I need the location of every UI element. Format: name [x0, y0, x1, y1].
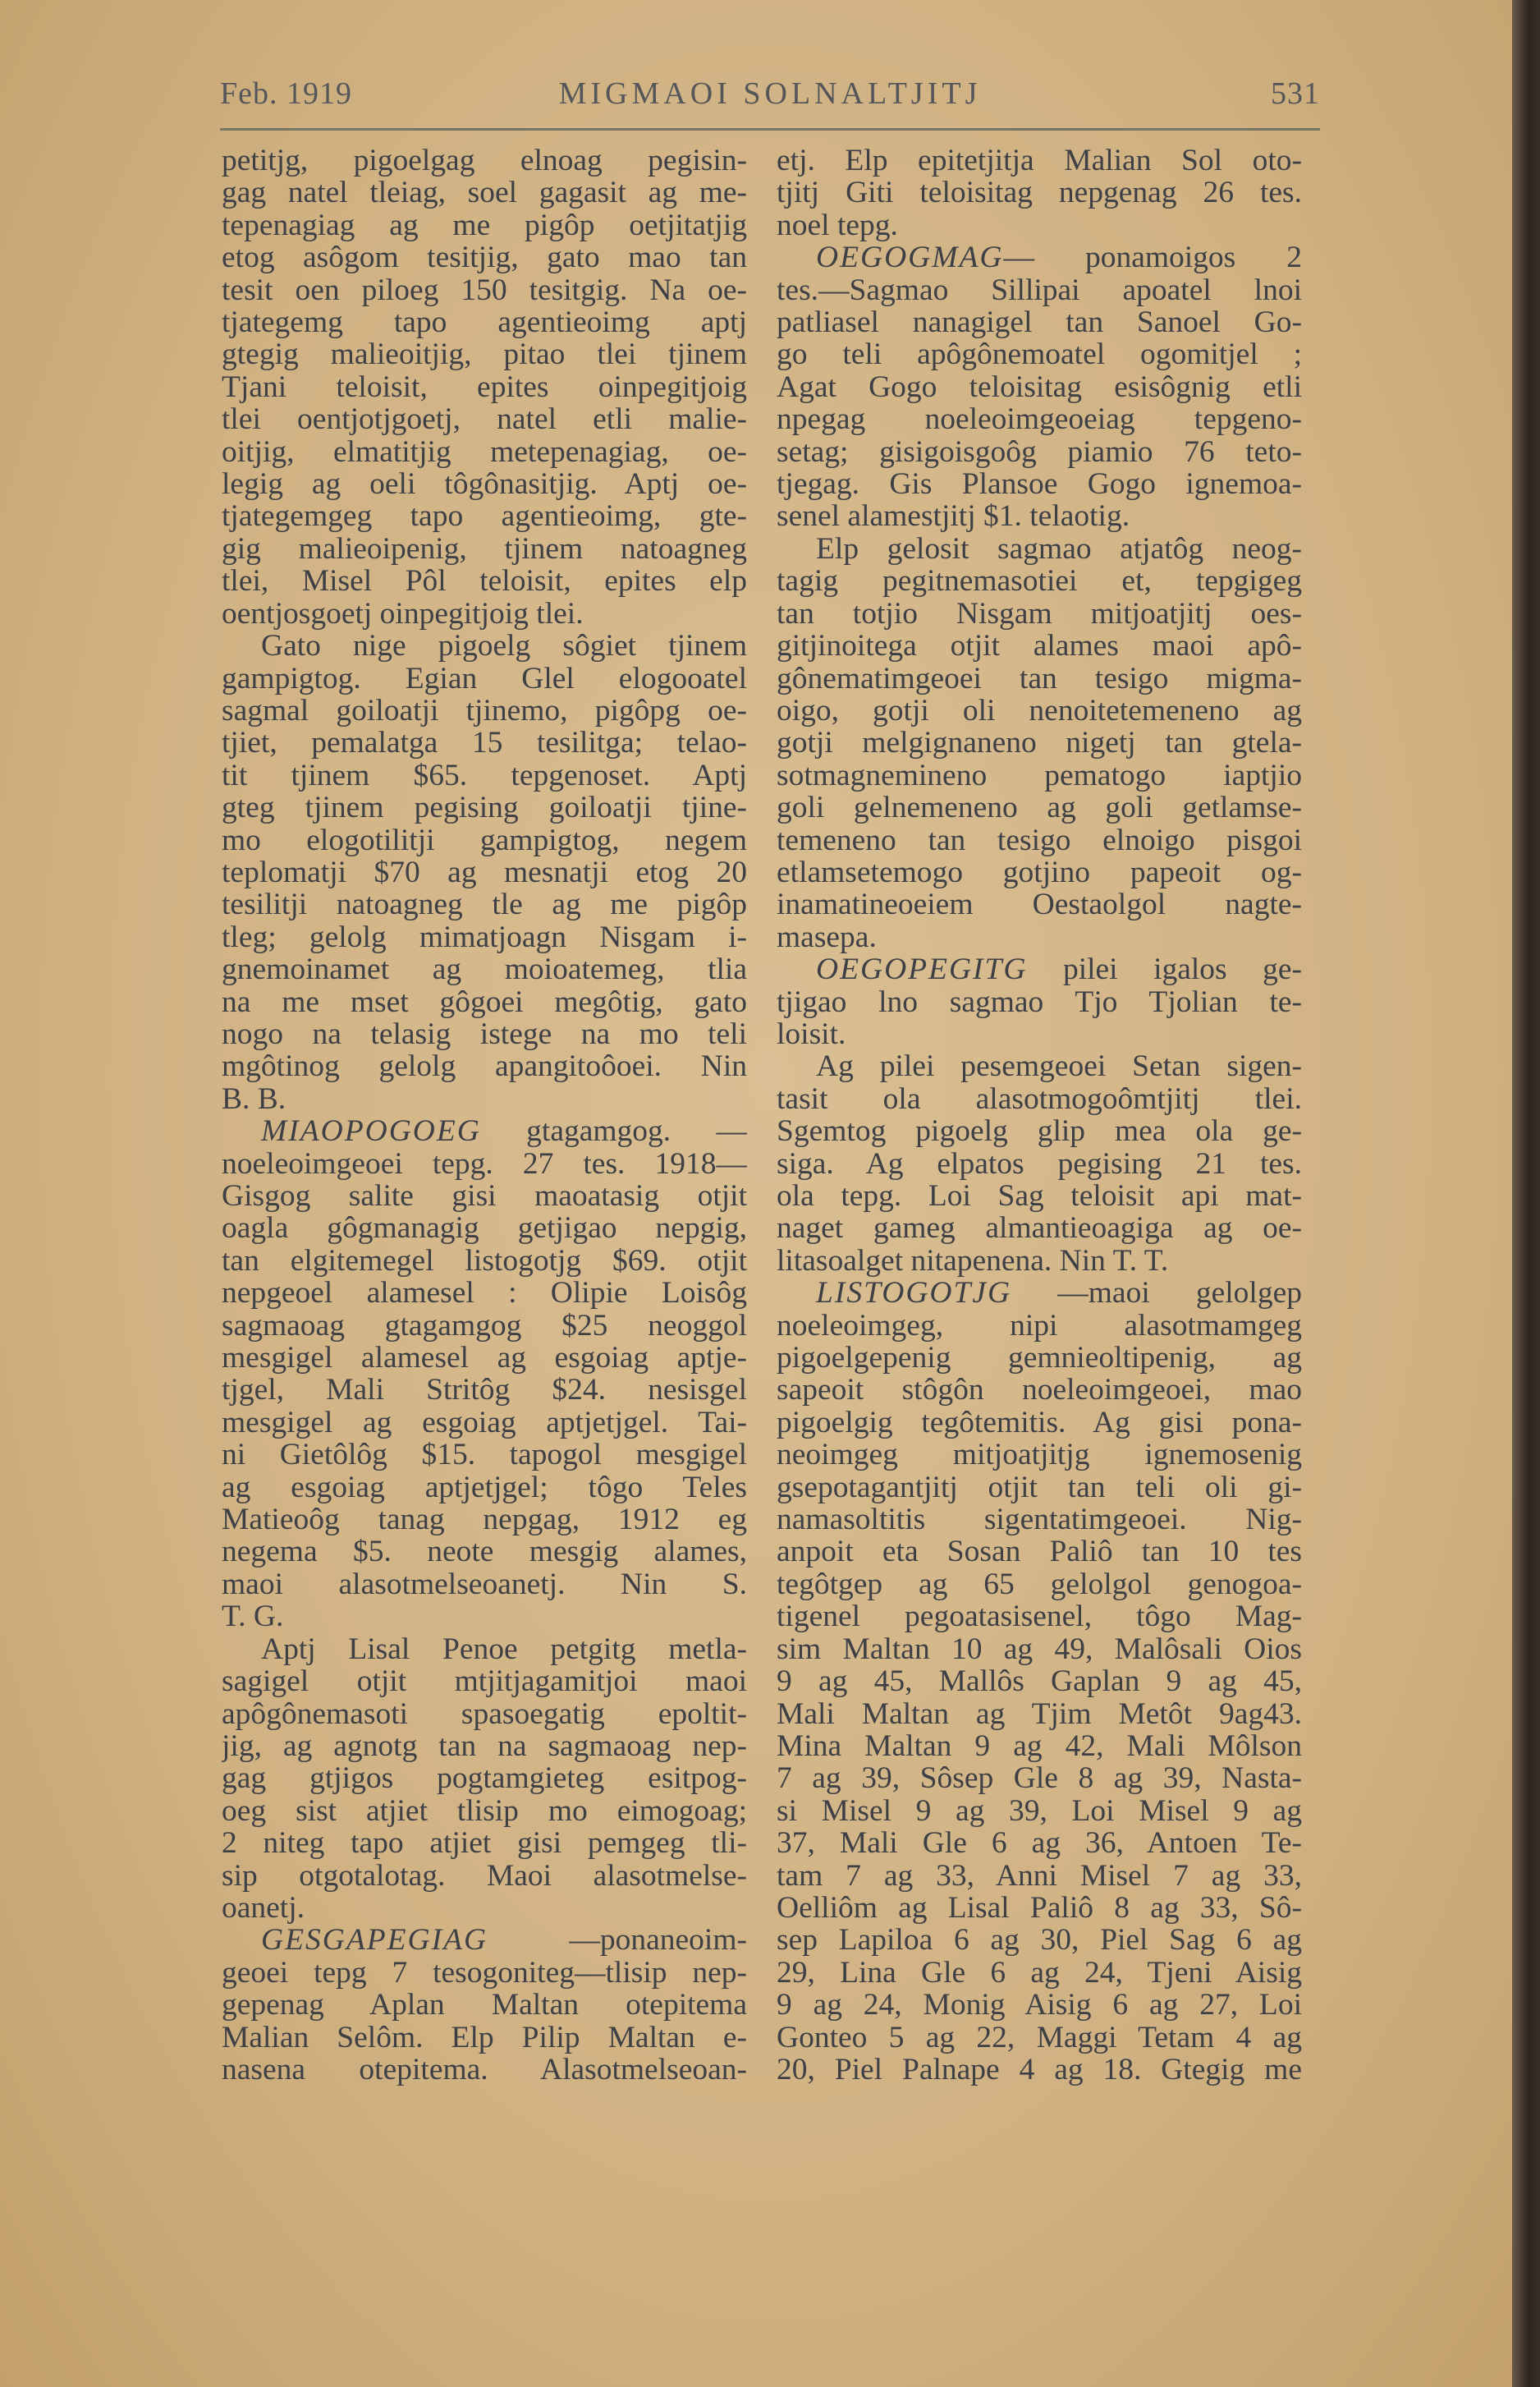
text-line: [222, 824, 747, 856]
section-heading: LISTOGOTJG: [816, 1277, 1012, 1310]
text-line: [777, 598, 1302, 630]
line-text: pigoelgig tegôtemitis. Ag gisi pona-: [777, 1406, 1302, 1439]
text-line: [222, 1310, 747, 1342]
line-text: Ag pilei pesemgeoei Setan sigen-: [816, 1050, 1302, 1083]
section-heading: MIAOPOGOEG: [261, 1115, 481, 1148]
text-line: [222, 468, 747, 500]
line-text: namasoltitis sigentatimgeoei. Nig-: [777, 1503, 1302, 1536]
line-text: gteg tjinem pegising goiloatji tjine-: [222, 792, 747, 824]
line-text: tam 7 ag 33, Anni Misel 7 ag 33,: [777, 1859, 1302, 1892]
line-text: Elp gelosit sagmao atjatôg neog-: [816, 532, 1302, 566]
line-text: goli gelnemeneno ag goli getlamse-: [777, 792, 1302, 824]
line-text: maoi alasotmelseoanetj. Nin S.: [222, 1568, 747, 1601]
text-line: [777, 306, 1302, 338]
page-edge-shadow: [1512, 0, 1540, 2387]
line-text: Sgemtog pigoelg glip mea ola ge-: [777, 1115, 1302, 1148]
line-text: ola tepg. Loi Sag teloisit api mat-: [777, 1180, 1302, 1213]
text-line: [777, 1503, 1302, 1535]
text-line: [777, 1018, 1302, 1050]
line-text: — ponamoigos 2: [1003, 241, 1302, 274]
line-text: tepenagiag ag me pigôp oetjitatjig: [222, 209, 747, 242]
text-line: [777, 1342, 1302, 1374]
text-line: [777, 436, 1302, 468]
line-text: oanetj.: [222, 1891, 305, 1925]
text-line: [777, 1633, 1302, 1665]
line-text: petitjg, pigoelgag elnoag pegisin-: [222, 145, 747, 177]
text-line: [222, 2022, 747, 2054]
line-text: neoimgeg mitjoatjitjg ignemosenig: [777, 1439, 1302, 1471]
line-text: Matieoôg tanag nepgag, 1912 eg: [222, 1503, 747, 1536]
line-text: Gato nige pigoelg sôgiet tjinem: [261, 630, 747, 663]
line-text: nepgeoel alamesel : Olipie Loisôg: [222, 1277, 747, 1310]
line-text: Mina Maltan 9 ag 42, Mali Môlson: [777, 1729, 1302, 1763]
text-line: [777, 533, 1302, 565]
text-line: [777, 2054, 1302, 2086]
line-text: sagmaoag gtagamgog $25 neoggol: [222, 1309, 747, 1343]
text-line: [777, 1180, 1302, 1212]
line-text: tegôtgep ag 65 gelolgol genogoa-: [777, 1568, 1302, 1601]
text-line: [777, 2022, 1302, 2054]
line-text: tjategemg tapo agentieoimg aptj: [222, 306, 747, 339]
line-text: siga. Ag elpatos pegising 21 tes.: [777, 1147, 1302, 1180]
text-line: [222, 1698, 747, 1730]
text-line: [222, 403, 747, 435]
header-title: MIGMAOI SOLNALTJITJ: [558, 76, 982, 111]
line-text: oagla gôgmanagig getjigao nepgig,: [222, 1212, 747, 1245]
line-text: Tjani teloisit, epites oinpegitjoig: [222, 370, 747, 404]
line-text: etj. Elp epitetjitja Malian Sol oto-: [777, 145, 1302, 177]
line-text: gotji melgignaneno nigetj tan gtela-: [777, 727, 1302, 760]
line-text: mo elogotilitji gampigtog, negem: [222, 824, 747, 856]
text-line: [222, 1730, 747, 1762]
text-line: [777, 921, 1302, 953]
text-line: [222, 1083, 747, 1115]
text-line: [777, 1083, 1302, 1115]
line-text: gitjinoitega otjit alames maoi apô-: [777, 630, 1302, 663]
text-line: [222, 1762, 747, 1794]
text-line: [222, 1180, 747, 1212]
text-line: [777, 338, 1302, 370]
line-text: temeneno tan tesigo elnoigo pisgoi: [777, 824, 1302, 856]
header-page-number: 531: [1271, 76, 1320, 111]
text-line: [777, 403, 1302, 435]
text-line: [222, 888, 747, 920]
line-text: mesgigel alamesel ag esgoiag aptje-: [222, 1342, 747, 1375]
line-text: tigenel pegoatasisenel, tôgo Mag-: [777, 1600, 1302, 1633]
text-line: [777, 1665, 1302, 1697]
line-text: 20, Piel Palnape 4 ag 18. Gtegig me: [777, 2053, 1302, 2086]
line-text: gag gtjigos pogtamgieteg esitpog-: [222, 1762, 747, 1795]
text-line: [777, 1762, 1302, 1794]
header-rule: [220, 128, 1320, 131]
text-line: [777, 986, 1302, 1018]
line-text: noeleoimgeg, nipi alasotmamgeg: [777, 1309, 1302, 1343]
text-line: [222, 1115, 747, 1147]
text-line: [777, 1924, 1302, 1956]
line-text: jig, ag agnotg tan na sagmaoag nep-: [222, 1729, 747, 1763]
page-header: [220, 76, 1320, 125]
text-line: [222, 1407, 747, 1439]
line-text: oigo, gotji oli nenoitetemeneno ag: [777, 694, 1302, 728]
text-line: [222, 1050, 747, 1082]
text-line: [777, 1471, 1302, 1503]
line-text: naget gameg almantieoagiga ag oe-: [777, 1212, 1302, 1245]
line-text: oentjosgoetj oinpegitjoig tlei.: [222, 597, 584, 631]
text-line: [777, 1860, 1302, 1892]
text-line: [777, 856, 1302, 888]
line-text: sip otgotalotag. Maoi alasotmelse-: [222, 1859, 747, 1892]
text-line: [777, 695, 1302, 727]
line-text: 9 ag 24, Monig Aisig 6 ag 27, Loi: [777, 1989, 1302, 2022]
left-column: [222, 145, 747, 2086]
text-line: [777, 1115, 1302, 1147]
text-line: [777, 1407, 1302, 1439]
text-line: [222, 371, 747, 403]
line-text: oeg sist atjiet tlisip mo eimogoag;: [222, 1794, 747, 1828]
text-line: [222, 1600, 747, 1632]
line-text: —maoi gelolgep: [1011, 1277, 1302, 1310]
text-line: [222, 1665, 747, 1697]
line-text: pigoelgepenig gemnieoltipenig, ag: [777, 1342, 1302, 1375]
line-text: mesgigel ag esgoiag aptjetjgel. Tai-: [222, 1406, 747, 1439]
line-text: tjigao lno sagmao Tjo Tjolian te-: [777, 985, 1302, 1018]
text-line: [777, 177, 1302, 209]
line-text: Gonteo 5 ag 22, Maggi Tetam 4 ag: [777, 2021, 1302, 2054]
text-line: [777, 1148, 1302, 1180]
line-text: Mali Maltan ag Tjim Metôt 9ag43.: [777, 1697, 1302, 1730]
text-line: [222, 630, 747, 662]
line-text: anpoit eta Sosan Paliô tan 10 tes: [777, 1535, 1302, 1568]
line-text: gtagamgog. —: [480, 1115, 747, 1148]
line-text: tesit oen piloeg 150 tesitgig. Na oe-: [222, 273, 747, 307]
line-text: ni Gietôlôg $15. tapogol mesgigel: [222, 1439, 747, 1471]
line-text: —ponaneoim-: [488, 1924, 747, 1957]
text-line: [777, 1795, 1302, 1827]
text-line: [777, 1892, 1302, 1924]
text-line: [222, 209, 747, 241]
line-text: sep Lapiloa 6 ag 30, Piel Sag 6 ag: [777, 1924, 1302, 1957]
text-line: [777, 1535, 1302, 1568]
text-line: [777, 1827, 1302, 1859]
text-line: [222, 856, 747, 888]
line-text: tesilitji natoagneg tle ag me pigôp: [222, 888, 747, 921]
line-text: tit tjinem $65. tepgenoset. Aptj: [222, 759, 747, 792]
text-line: [777, 1310, 1302, 1342]
text-line: [222, 500, 747, 532]
line-text: gig malieoipenig, tjinem natoagneg: [222, 532, 747, 566]
text-line: [777, 1600, 1302, 1632]
text-line: [222, 1439, 747, 1471]
line-text: tan totjio Nisgam mitjoatjitj oes-: [777, 597, 1302, 631]
line-text: sagigel otjit mtjitjagamitjoi maoi: [222, 1665, 747, 1698]
text-line: [222, 1471, 747, 1503]
text-line: [777, 241, 1302, 273]
text-line: [222, 792, 747, 824]
line-text: pilei igalos ge-: [1027, 953, 1302, 986]
text-line: [777, 1439, 1302, 1471]
text-line: [222, 1827, 747, 1859]
line-text: teplomatji $70 ag mesnatji etog 20: [222, 856, 747, 889]
text-line: [777, 1957, 1302, 1989]
text-line: [222, 533, 747, 565]
line-text: legig ag oeli tôgônasitjig. Aptj oe-: [222, 468, 747, 501]
text-line: [222, 565, 747, 597]
line-text: etlamsetemogo gotjino papeoit og-: [777, 856, 1302, 889]
line-text: nasena otepitema. Alasotmelseoan-: [222, 2053, 747, 2086]
text-line: [222, 695, 747, 727]
header-date: Feb. 1919: [220, 76, 352, 111]
line-text: nogo na telasig istege na mo teli: [222, 1017, 747, 1051]
section-heading: OEGOGMAG: [816, 241, 1004, 274]
text-line: [222, 1374, 747, 1406]
text-line: [777, 760, 1302, 792]
line-text: go teli apôgônemoatel ogomitjel ;: [777, 338, 1302, 371]
text-line: [777, 1989, 1302, 2021]
line-text: tes.—Sagmao Sillipai apoatel lnoi: [777, 273, 1302, 307]
text-line: [777, 145, 1302, 177]
line-text: 9 ag 45, Mallôs Gaplan 9 ag 45,: [777, 1665, 1302, 1698]
text-line: [777, 1730, 1302, 1762]
text-line: [777, 1374, 1302, 1406]
line-text: gepenag Aplan Maltan otepitema: [222, 1989, 747, 2022]
line-text: tjiet, pemalatga 15 tesilitga; telao-: [222, 727, 747, 760]
text-line: [777, 792, 1302, 824]
line-text: Oelliôm ag Lisal Paliô 8 ag 33, Sô-: [777, 1891, 1302, 1925]
text-line: [777, 565, 1302, 597]
text-line: [777, 371, 1302, 403]
line-text: gtegig malieoitjig, pitao tlei tjinem: [222, 338, 747, 371]
text-line: [222, 338, 747, 370]
line-text: T. G.: [222, 1600, 284, 1633]
line-text: tjgel, Mali Stritôg $24. nesisgel: [222, 1374, 747, 1407]
line-text: mgôtinog gelolg apangitoôoei. Nin: [222, 1050, 747, 1083]
text-line: [222, 1633, 747, 1665]
line-text: B. B.: [222, 1082, 286, 1116]
text-line: [222, 1148, 747, 1180]
text-line: [222, 1503, 747, 1535]
text-line: [777, 824, 1302, 856]
text-line: [222, 1924, 747, 1956]
text-line: [222, 598, 747, 630]
text-line: [777, 274, 1302, 306]
line-text: tan elgitemegel listogotjg $69. otjit: [222, 1244, 747, 1278]
line-text: na me mset gôgoei megôtig, gato: [222, 985, 747, 1018]
line-text: gnemoinamet ag moioatemeg, tlia: [222, 953, 747, 986]
text-line: [222, 436, 747, 468]
line-text: gsepotagantjitj otjit tan teli oli gi-: [777, 1471, 1302, 1504]
text-line: [222, 1989, 747, 2021]
text-line: [777, 1050, 1302, 1082]
line-text: sotmagnemineno pematogo iaptjio: [777, 759, 1302, 792]
line-text: 7 ag 39, Sôsep Gle 8 ag 39, Nasta-: [777, 1762, 1302, 1795]
text-line: [222, 986, 747, 1018]
line-text: sagmal goiloatji tjinemo, pigôpg oe-: [222, 694, 747, 728]
line-text: sapeoit stôgôn noeleoimgeoei, mao: [777, 1374, 1302, 1407]
line-text: geoei tepg 7 tesogoniteg—tlisip nep-: [222, 1956, 747, 1990]
line-text: Aptj Lisal Penoe petgitg metla-: [261, 1632, 747, 1666]
text-line: [777, 1277, 1302, 1309]
line-text: gag natel tleiag, soel gagasit ag me-: [222, 177, 747, 209]
line-text: setag; gisigoisgoôg piamio 76 teto-: [777, 435, 1302, 469]
line-text: tlei oentjotjgoetj, natel etli malie-: [222, 403, 747, 436]
section-heading: OEGOPEGITG: [816, 953, 1028, 986]
text-line: [222, 177, 747, 209]
line-text: tasit ola alasotmogoômtjitj tlei.: [777, 1082, 1302, 1116]
line-text: masepa.: [777, 920, 877, 954]
line-text: tjategemgeg tapo agentieoimg, gte-: [222, 500, 747, 533]
text-line: [222, 1860, 747, 1892]
line-text: 2 niteg tapo atjiet gisi pemgeg tli-: [222, 1827, 747, 1860]
line-text: gampigtog. Egian Glel elogooatel: [222, 662, 747, 695]
text-line: [777, 500, 1302, 532]
text-line: [222, 274, 747, 306]
line-text: tagig pegitnemasotiei et, tepgigeg: [777, 565, 1302, 598]
text-line: [777, 888, 1302, 920]
line-text: Agat Gogo teloisitag esisôgnig etli: [777, 370, 1302, 404]
text-line: [777, 1245, 1302, 1277]
text-line: [222, 306, 747, 338]
text-line: [777, 209, 1302, 241]
text-line: [777, 663, 1302, 695]
text-line: [222, 241, 747, 273]
line-text: npegag noeleoimgeoeiag tepgeno-: [777, 403, 1302, 436]
line-text: Gisgog salite gisi maoatasig otjit: [222, 1180, 747, 1213]
line-text: negema $5. neote mesgig alames,: [222, 1535, 747, 1568]
line-text: oitjig, elmatitjig metepenagiag, oe-: [222, 435, 747, 469]
line-text: gônematimgeoei tan tesigo migma-: [777, 662, 1302, 695]
text-line: [222, 1342, 747, 1374]
text-line: [222, 1245, 747, 1277]
text-line: [222, 1212, 747, 1244]
line-text: sim Maltan 10 ag 49, Malôsali Oios: [777, 1632, 1302, 1666]
text-line: [222, 663, 747, 695]
text-line: [222, 921, 747, 953]
line-text: tlei, Misel Pôl teloisit, epites elp: [222, 565, 747, 598]
text-line: [222, 1957, 747, 1989]
line-text: tleg; gelolg mimatjoagn Nisgam i-: [222, 920, 747, 954]
line-text: Malian Selôm. Elp Pilip Maltan e-: [222, 2021, 747, 2054]
text-line: [222, 953, 747, 985]
text-line: [222, 727, 747, 759]
line-text: si Misel 9 ag 39, Loi Misel 9 ag: [777, 1794, 1302, 1828]
line-text: noeleoimgeoei tepg. 27 tes. 1918—: [222, 1147, 747, 1180]
text-line: [777, 1212, 1302, 1244]
line-text: noel tepg.: [777, 209, 898, 242]
text-line: [222, 1795, 747, 1827]
line-text: etog asôgom tesitjig, gato mao tan: [222, 241, 747, 274]
text-line: [777, 1698, 1302, 1730]
line-text: apôgônemasoti spasoegatig epoltit-: [222, 1697, 747, 1730]
line-text: tjitj Giti teloisitag nepgenag 26 tes.: [777, 177, 1302, 209]
section-heading: GESGAPEGIAG: [261, 1924, 488, 1957]
text-line: [222, 1277, 747, 1309]
line-text: tjegag. Gis Plansoe Gogo ignemoa-: [777, 468, 1302, 501]
right-column: [777, 145, 1302, 2086]
line-text: 37, Mali Gle 6 ag 36, Antoen Te-: [777, 1827, 1302, 1860]
line-text: patliasel nanagigel tan Sanoel Go-: [777, 306, 1302, 339]
text-line: [777, 630, 1302, 662]
text-line: [777, 1568, 1302, 1600]
text-line: [222, 1568, 747, 1600]
text-line: [222, 1018, 747, 1050]
text-line: [222, 2054, 747, 2086]
text-line: [777, 468, 1302, 500]
text-line: [222, 1535, 747, 1568]
text-line: [222, 1892, 747, 1924]
line-text: litasoalget nitapenena. Nin T. T.: [777, 1244, 1169, 1278]
text-line: [222, 760, 747, 792]
line-text: senel alamestjitj $1. telaotig.: [777, 500, 1130, 533]
line-text: loisit.: [777, 1017, 846, 1051]
line-text: ag esgoiag aptjetjgel; tôgo Teles: [222, 1471, 747, 1504]
text-line: [777, 727, 1302, 759]
line-text: inamatineoeiem Oestaolgol nagte-: [777, 888, 1302, 921]
text-line: [777, 953, 1302, 985]
line-text: 29, Lina Gle 6 ag 24, Tjeni Aisig: [777, 1956, 1302, 1990]
text-line: [222, 145, 747, 177]
